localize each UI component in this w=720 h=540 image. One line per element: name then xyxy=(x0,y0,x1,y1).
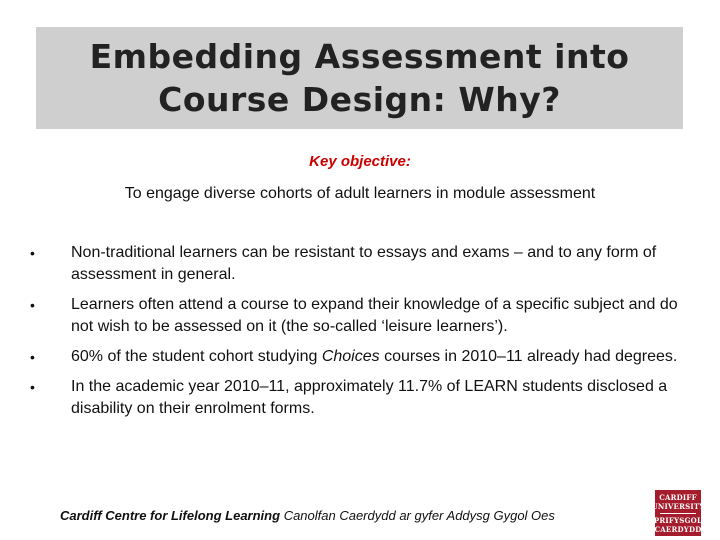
bullet-icon: • xyxy=(30,379,35,395)
bullet-text-pre: 60% of the student cohort studying xyxy=(71,348,322,365)
key-objective-label: Key objective: xyxy=(309,153,411,170)
bullet-text: Learners often attend a course to expand their knowledge of a specific subject and do not wish to be assessed on it (the so-called ‘leisure learners’). xyxy=(71,296,678,335)
bullet-text: In the academic year 2010–11, approximately 11.7% of LEARN students disclosed a disability on their enrolment forms. xyxy=(71,378,668,417)
bullet-text-post: courses in 2010–11 already had degrees. xyxy=(379,348,678,365)
bullet-item xyxy=(30,376,690,420)
bullet-item xyxy=(30,346,690,368)
logo-line-1: CARDIFF xyxy=(659,492,697,502)
bullet-icon: • xyxy=(30,349,35,365)
logo-line-4: CAERDYDD xyxy=(654,524,702,534)
logo-line-3: PRIFYSGOL xyxy=(653,515,703,525)
slide-title-line-1: Embedding Assessment into xyxy=(89,37,630,76)
bullet-list xyxy=(30,242,690,428)
bullet-text-emphasis: Choices xyxy=(321,348,380,365)
slide-title-line-2: Course Design: Why? xyxy=(158,80,561,119)
bullet-item xyxy=(30,294,690,338)
logo-divider xyxy=(660,513,696,514)
title-banner xyxy=(36,27,683,129)
footer-english: Cardiff Centre for Lifelong Learning xyxy=(60,508,281,523)
footer-welsh: Canolfan Caerdydd ar gyfer Addysg Gygol Oes xyxy=(283,508,555,523)
footer xyxy=(60,508,555,523)
bullet-text: Non-traditional learners can be resistant to essays and exams – and to any form of assessment in general. xyxy=(71,244,657,283)
cardiff-university-logo xyxy=(651,490,705,536)
bullet-item xyxy=(30,242,690,286)
objective-text: To engage diverse cohorts of adult learners in module assessment xyxy=(124,185,596,202)
logo-line-2: UNIVERSITY xyxy=(651,501,705,511)
bullet-icon: • xyxy=(30,297,35,313)
bullet-icon: • xyxy=(30,245,35,261)
